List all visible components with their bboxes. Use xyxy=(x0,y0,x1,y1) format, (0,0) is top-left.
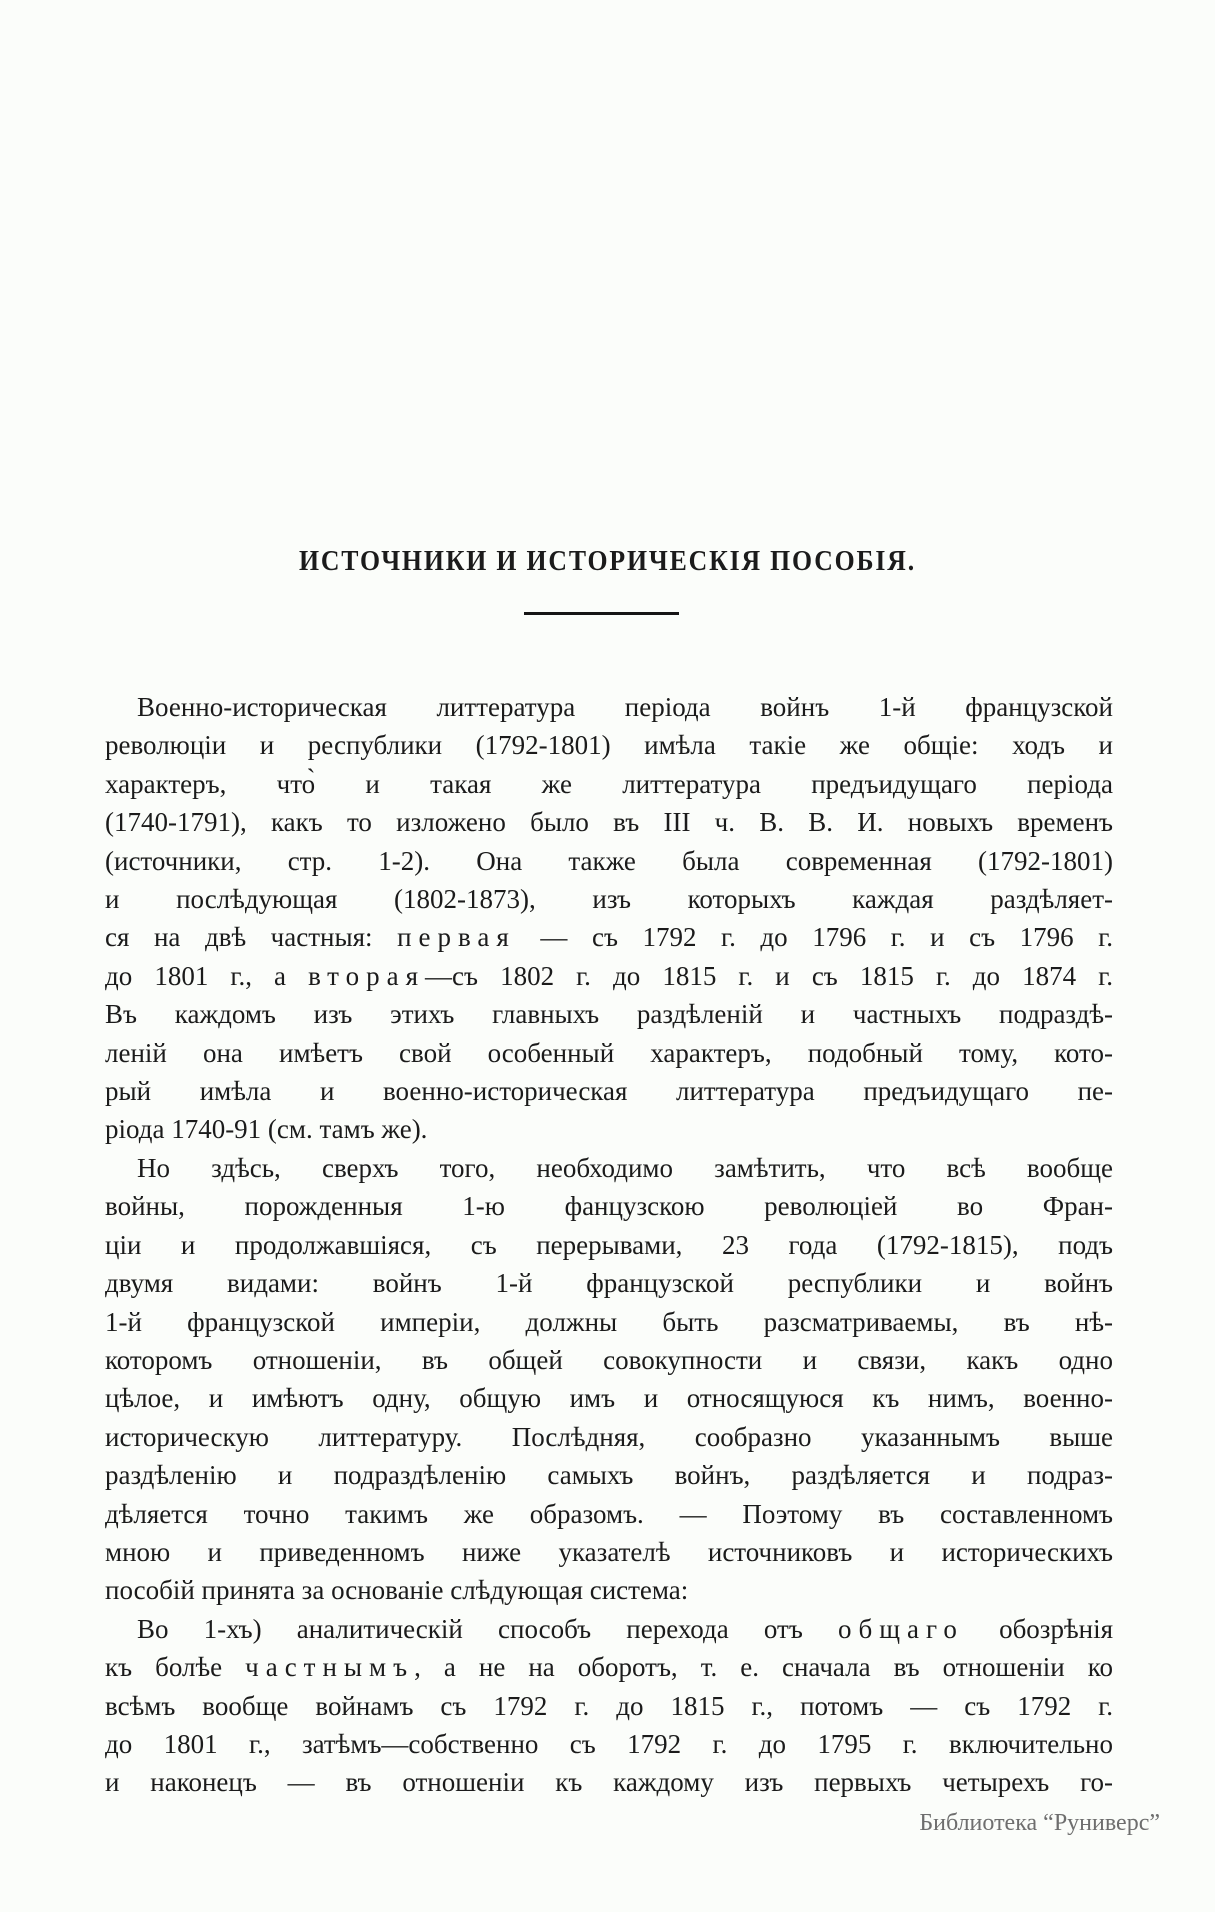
text-line xyxy=(105,803,1113,841)
text-line xyxy=(105,1226,1113,1264)
text-segment: пособій принята за основаніе слѣдующая система: xyxy=(105,1575,689,1606)
body-text xyxy=(105,688,1113,1802)
text-line xyxy=(105,1379,1113,1417)
text-segment: и наконецъ — въ отношеніи къ каждому изъ первыхъ четырехъ го- xyxy=(105,1767,1113,1798)
text-line xyxy=(105,1648,1113,1686)
text-line xyxy=(105,1418,1113,1456)
text-segment: характеръ, что̀ и такая же литтература предъидущаго періода xyxy=(105,768,1113,799)
text-segment: цѣлое, и имѣютъ одну, общую имъ и относящуюся къ нимъ, военно- xyxy=(105,1383,1113,1414)
text-segment: —съ 1802 г. до 1815 г. и съ 1815 г. до 1874 г. xyxy=(425,960,1113,991)
title-divider xyxy=(524,612,679,615)
text-segment: войны, порожденныя 1-ю фанцузскою революціей во Фран- xyxy=(105,1191,1113,1222)
text-segment: леній она имѣетъ свой особенный характеръ, подобный тому, кото- xyxy=(105,1037,1113,1068)
text-line xyxy=(105,1571,1113,1609)
text-line xyxy=(105,1495,1113,1533)
text-line xyxy=(105,842,1113,880)
text-line xyxy=(105,995,1113,1033)
emphasized-text: первая xyxy=(397,922,516,953)
text-segment: до 1801 г., затѣмъ—собственно съ 1792 г. до 1795 г. включительно xyxy=(105,1728,1113,1759)
text-segment: рый имѣла и военно-историческая литтература предъидущаго пе- xyxy=(105,1076,1113,1107)
text-line xyxy=(105,880,1113,918)
text-line xyxy=(105,1533,1113,1571)
text-segment: мною и приведенномъ ниже указателѣ источниковъ и историческихъ xyxy=(105,1536,1113,1567)
text-segment: Военно-историческая литтература періода войнъ 1-й французской xyxy=(137,692,1113,722)
text-line xyxy=(105,1341,1113,1379)
text-segment: историческую литтературу. Послѣдняя, сообразно указаннымъ выше xyxy=(105,1421,1113,1452)
text-segment: до 1801 г., а xyxy=(105,960,309,991)
text-segment: дѣляется точно такимъ же образомъ. — Поэтому въ составленномъ xyxy=(105,1498,1113,1529)
text-segment: 1-й французской имперіи, должны быть разсматриваемы, въ нѣ- xyxy=(105,1306,1113,1337)
text-line xyxy=(105,1610,1113,1648)
text-line xyxy=(105,1110,1113,1148)
text-line xyxy=(105,918,1113,956)
text-line xyxy=(105,1725,1113,1763)
text-segment: ціи и продолжавшіяся, съ перерывами, 23 года (1792-1815), подъ xyxy=(105,1229,1113,1260)
text-segment: всѣмъ вообще войнамъ съ 1792 г. до 1815 г., потомъ — съ 1792 г. xyxy=(105,1690,1113,1721)
text-segment: революціи и республики (1792-1801) имѣла такіе же общіе: ходъ и xyxy=(105,730,1113,761)
text-segment: обозрѣнія xyxy=(963,1613,1113,1644)
text-segment: , а не на оборотъ, т. е. сначала въ отношеніи ко xyxy=(414,1652,1113,1683)
text-line xyxy=(105,1034,1113,1072)
text-segment: раздѣленію и подраздѣленію самыхъ войнъ, раздѣляется и подраз- xyxy=(105,1460,1113,1491)
text-line xyxy=(105,1149,1113,1187)
page-title: ИСТОЧНИКИ И ИСТОРИЧЕСКІЯ ПОСОБІЯ. xyxy=(298,545,917,577)
text-segment: (источники, стр. 1-2). Она также была современная (1792-1801) xyxy=(105,845,1113,876)
text-line xyxy=(105,1456,1113,1494)
text-segment: которомъ отношеніи, въ общей совокупности и связи, какъ одно xyxy=(105,1344,1113,1375)
text-line xyxy=(105,1303,1113,1341)
library-watermark: Библиотека “Руниверс” xyxy=(919,1810,1160,1836)
text-line xyxy=(105,1763,1113,1801)
text-segment: Въ каждомъ изъ этихъ главныхъ раздѣленій и частныхъ подраздѣ- xyxy=(105,999,1113,1030)
text-segment: — съ 1792 г. до 1796 г. и съ 1796 г. xyxy=(515,922,1113,953)
text-segment: ся на двѣ частныя: xyxy=(105,922,398,953)
emphasized-text: общаго xyxy=(837,1613,964,1644)
text-line xyxy=(105,765,1113,803)
text-line xyxy=(105,957,1113,995)
text-line xyxy=(105,1072,1113,1110)
text-segment: Но здѣсь, сверхъ того, необходимо замѣтить, что всѣ вообще xyxy=(137,1152,1113,1183)
text-line xyxy=(105,1687,1113,1725)
text-line xyxy=(105,1264,1113,1302)
text-segment: (1740-1791), какъ то изложено было въ III ч. В. В. И. новыхъ временъ xyxy=(105,807,1113,838)
text-segment: и послѣдующая (1802-1873), изъ которыхъ каждая раздѣляет- xyxy=(105,884,1113,915)
text-line xyxy=(105,726,1113,764)
text-segment: двумя видами: войнъ 1-й французской республики и войнъ xyxy=(105,1268,1113,1299)
text-segment: къ болѣе xyxy=(105,1652,246,1683)
text-segment: ріода 1740-91 (см. тамъ же). xyxy=(105,1114,428,1145)
emphasized-text: частнымъ xyxy=(245,1652,415,1683)
text-segment: Во 1-хъ) аналитическій способъ перехода отъ xyxy=(137,1613,838,1644)
text-line xyxy=(105,1187,1113,1225)
emphasized-text: вторая xyxy=(308,960,426,991)
text-line xyxy=(105,688,1113,726)
